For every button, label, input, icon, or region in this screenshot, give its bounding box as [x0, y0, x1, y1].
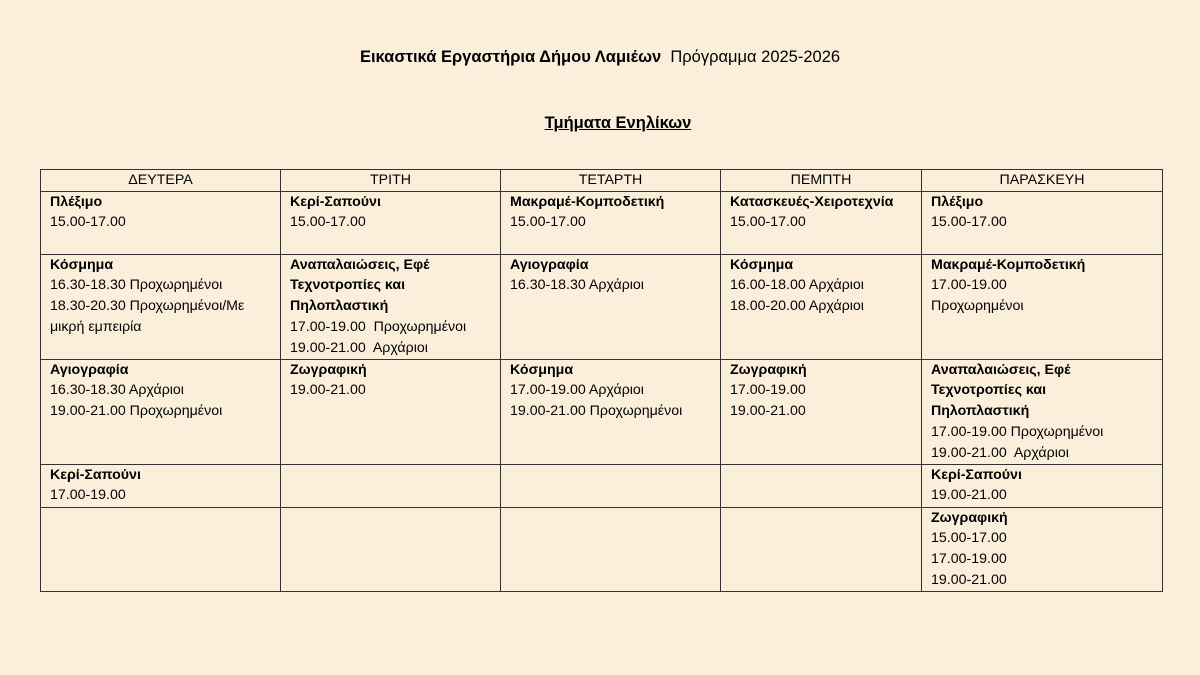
class-cell-tuesday	[281, 359, 501, 464]
class-time: 16.30-18.30 Αρχάριοι	[50, 382, 184, 399]
class-time: 15.00-17.00	[931, 214, 1007, 231]
class-entry	[730, 192, 921, 233]
class-cell-monday	[41, 191, 281, 254]
class-name: Κόσμημα	[510, 361, 574, 378]
class-entry	[730, 360, 921, 422]
class-time: 16.30-18.30 Αρχάριοι	[510, 277, 644, 294]
section-title: Τμήματα Ενηλίκων	[544, 114, 692, 132]
schedule-row	[41, 464, 1163, 507]
class-name: Ζωγραφική	[730, 361, 807, 378]
class-name: Τεχνοτροπίες και	[290, 277, 406, 294]
class-cell-tuesday	[281, 507, 501, 591]
schedule-row	[41, 191, 1163, 254]
class-name: Αναπαλαιώσεις, Εφέ	[290, 256, 430, 273]
class-name: Κόσμημα	[730, 256, 794, 273]
class-time: 15.00-17.00	[510, 214, 586, 231]
class-time: 18.30-20.30 Προχωρημένοι/Με	[50, 298, 245, 315]
class-cell-thursday	[721, 254, 922, 359]
class-time: 17.00-19.00	[730, 382, 806, 399]
class-cell-friday	[922, 464, 1163, 507]
day-header-thursday: ΠΕΜΠΤΗ	[721, 170, 922, 192]
class-name: Αγιογραφία	[510, 256, 589, 273]
class-cell-tuesday	[281, 191, 501, 254]
class-time: 17.00-19.00	[931, 551, 1007, 568]
class-name: Κόσμημα	[50, 256, 114, 273]
class-cell-thursday	[721, 191, 922, 254]
class-time: 17.00-19.00	[931, 277, 1007, 294]
class-entry	[931, 192, 1162, 233]
class-time: 15.00-17.00	[50, 214, 126, 231]
class-name: Ζωγραφική	[290, 361, 367, 378]
class-time: 19.00-21.00	[730, 403, 806, 420]
class-time: 18.00-20.00 Αρχάριοι	[730, 298, 864, 315]
class-cell-tuesday	[281, 464, 501, 507]
class-name: Πλέξιμο	[931, 193, 984, 210]
class-cell-tuesday	[281, 254, 501, 359]
class-name: Κερί-Σαπούνι	[931, 466, 1022, 483]
class-cell-friday	[922, 254, 1163, 359]
day-header-tuesday: ΤΡΙΤΗ	[281, 170, 501, 192]
day-header-wednesday: ΤΕΤΑΡΤΗ	[501, 170, 721, 192]
class-time: μικρή εμπειρία	[50, 318, 142, 335]
class-cell-thursday	[721, 464, 922, 507]
class-name: Πλέξιμο	[50, 193, 103, 210]
class-name: Πηλοπλαστική	[931, 403, 1030, 420]
class-entry	[50, 465, 280, 506]
class-name: Αναπαλαιώσεις, Εφέ	[931, 361, 1071, 378]
class-cell-wednesday	[501, 191, 721, 254]
class-cell-monday	[41, 464, 281, 507]
class-time: 19.00-21.00	[931, 571, 1007, 588]
class-name: Πηλοπλαστική	[290, 298, 389, 315]
class-entry	[290, 360, 500, 401]
class-time: 17.00-19.00 Αρχάριοι	[510, 382, 644, 399]
class-time: 15.00-17.00	[290, 214, 366, 231]
class-time: 17.00-19.00 Προχωρημένοι	[931, 423, 1104, 440]
class-entry	[510, 360, 720, 422]
class-cell-wednesday	[501, 464, 721, 507]
class-name: Κατασκευές-Χειροτεχνία	[730, 193, 894, 210]
page-title-bold: Εικαστικά Εργαστήρια Δήμου Λαμιέων	[359, 48, 662, 66]
class-time: 19.00-21.00	[931, 487, 1007, 504]
class-entry	[510, 255, 720, 296]
schedule-table	[40, 169, 1163, 592]
class-time: 19.00-21.00 Προχωρημένοι	[510, 403, 683, 420]
class-cell-monday	[41, 507, 281, 591]
class-entry	[510, 192, 720, 233]
class-time: 19.00-21.00 Αρχάριοι	[290, 339, 428, 356]
class-entry	[931, 508, 1162, 591]
day-header-monday: ΔΕΥΤΕΡΑ	[41, 170, 281, 192]
class-time: Προχωρημένοι	[931, 298, 1024, 315]
class-time: 15.00-17.00	[931, 530, 1007, 547]
class-cell-wednesday	[501, 507, 721, 591]
class-time: 19.00-21.00	[290, 382, 366, 399]
page-title-year: Πρόγραμμα 2025-2026	[670, 48, 841, 66]
class-cell-friday	[922, 191, 1163, 254]
class-time: 19.00-21.00 Προχωρημένοι	[50, 403, 223, 420]
class-cell-thursday	[721, 507, 922, 591]
class-entry	[50, 255, 280, 338]
schedule-body	[41, 191, 1163, 591]
class-entry	[50, 192, 280, 233]
class-time: 16.30-18.30 Προχωρημένοι	[50, 277, 223, 294]
class-entry	[290, 192, 500, 233]
class-time: 15.00-17.00	[730, 214, 806, 231]
class-time: 19.00-21.00 Αρχάριοι	[931, 444, 1069, 461]
class-name: Κερί-Σαπούνι	[50, 466, 141, 483]
class-cell-monday	[41, 359, 281, 464]
class-cell-wednesday	[501, 254, 721, 359]
day-header-row	[41, 170, 1163, 192]
class-name: Μακραμέ-Κομποδετική	[510, 193, 665, 210]
schedule-row	[41, 507, 1163, 591]
class-name: Μακραμέ-Κομποδετική	[931, 256, 1086, 273]
class-name: Ζωγραφική	[931, 509, 1008, 526]
page-title	[0, 48, 1200, 67]
class-entry	[730, 255, 921, 317]
class-cell-friday	[922, 359, 1163, 464]
class-time: 16.00-18.00 Αρχάριοι	[730, 277, 864, 294]
schedule-row	[41, 254, 1163, 359]
class-cell-friday	[922, 507, 1163, 591]
day-header-friday: ΠΑΡΑΣΚΕΥΗ	[922, 170, 1163, 192]
class-cell-monday	[41, 254, 281, 359]
class-cell-thursday	[721, 359, 922, 464]
class-cell-wednesday	[501, 359, 721, 464]
class-name: Τεχνοτροπίες και	[931, 382, 1047, 399]
class-entry	[50, 360, 280, 422]
class-time: 17.00-19.00 Προχωρημένοι	[290, 318, 467, 335]
class-entry	[290, 255, 500, 359]
schedule-row	[41, 359, 1163, 464]
class-entry	[931, 360, 1162, 464]
class-name: Κερί-Σαπούνι	[290, 193, 381, 210]
class-entry	[931, 255, 1162, 317]
class-time: 17.00-19.00	[50, 487, 126, 504]
class-entry	[931, 465, 1162, 506]
class-name: Αγιογραφία	[50, 361, 129, 378]
